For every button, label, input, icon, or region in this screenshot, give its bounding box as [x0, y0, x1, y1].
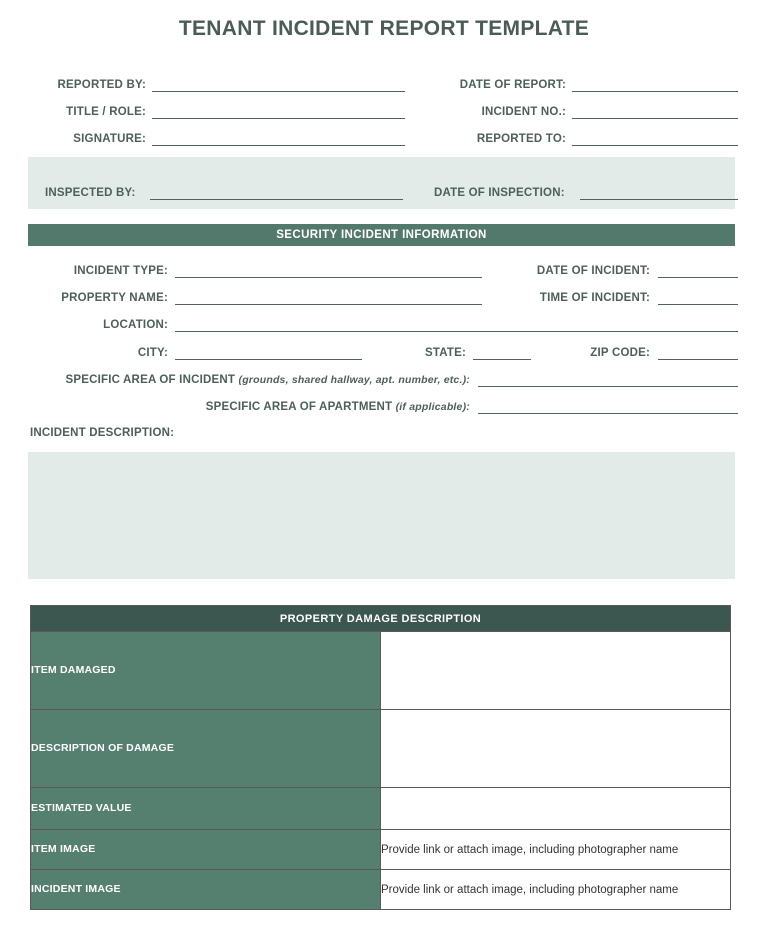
row-value-item-damaged[interactable]: [381, 632, 731, 710]
table-row: [31, 632, 731, 710]
field-incident-type[interactable]: [30, 258, 482, 278]
field-date-of-incident[interactable]: [510, 258, 738, 278]
field-incident-no-input[interactable]: [572, 105, 738, 119]
field-zip-code[interactable]: [570, 340, 738, 360]
row-label-item-damaged: ITEM DAMAGED: [31, 632, 381, 710]
field-time-of-incident[interactable]: [510, 285, 738, 305]
field-specific-area-of-apartment-label-note: (if applicable): [395, 401, 467, 413]
field-location-label: LOCATION:: [103, 319, 168, 331]
field-city-label: CITY:: [137, 347, 168, 359]
field-specific-area-of-incident-label: [30, 374, 470, 387]
page-title: TENANT INCIDENT REPORT TEMPLATE: [178, 17, 590, 40]
field-zip-code-input[interactable]: [658, 346, 738, 360]
row-label-estimated-value: ESTIMATED VALUE: [31, 788, 381, 830]
field-time-of-incident-label: TIME OF INCIDENT:: [539, 292, 650, 304]
row-value-item-image[interactable]: Provide link or attach image, including photographer name: [381, 830, 731, 870]
row-label-incident-image: INCIDENT IMAGE: [31, 870, 381, 910]
field-city-input[interactable]: [175, 346, 362, 360]
field-location[interactable]: [30, 312, 738, 332]
table-header-row: [31, 606, 731, 632]
property-damage-header: PROPERTY DAMAGE DESCRIPTION: [31, 606, 731, 632]
field-specific-area-of-incident-label-main: SPECIFIC AREA OF INCIDENT: [65, 374, 236, 386]
field-date-of-report-label: DATE OF REPORT:: [459, 79, 566, 91]
row-label-description-of-damage: DESCRIPTION OF DAMAGE: [31, 710, 381, 788]
incident-description-label: INCIDENT DESCRIPTION:: [30, 427, 175, 439]
field-incident-no[interactable]: [435, 99, 738, 119]
field-property-name-label: PROPERTY NAME:: [61, 292, 168, 304]
field-zip-code-label: ZIP CODE:: [590, 347, 650, 359]
field-date-of-incident-input[interactable]: [658, 264, 738, 278]
field-specific-area-of-apartment-input[interactable]: [478, 400, 738, 414]
incident-description-textarea[interactable]: [28, 452, 735, 579]
field-inspected-by-label: INSPECTED BY:: [45, 187, 136, 199]
row-value-description-of-damage[interactable]: [381, 710, 731, 788]
field-specific-area-of-apartment-label-colon: :: [466, 401, 470, 413]
field-signature[interactable]: [30, 126, 405, 146]
field-specific-area-of-incident[interactable]: [30, 367, 738, 387]
table-row: [31, 710, 731, 788]
field-incident-type-label: INCIDENT TYPE:: [73, 265, 168, 277]
field-reported-to-label: REPORTED TO:: [476, 133, 566, 145]
field-date-of-report[interactable]: [435, 72, 738, 92]
field-incident-no-label: INCIDENT NO.:: [481, 106, 566, 118]
table-row: [31, 870, 731, 910]
table-row: [31, 788, 731, 830]
row-value-estimated-value[interactable]: [381, 788, 731, 830]
row-label-item-image: ITEM IMAGE: [31, 830, 381, 870]
field-state-input[interactable]: [473, 346, 531, 360]
field-date-of-report-input[interactable]: [572, 78, 738, 92]
field-state[interactable]: [418, 340, 531, 360]
field-specific-area-of-apartment[interactable]: [30, 394, 738, 414]
field-reported-by[interactable]: [30, 72, 405, 92]
field-property-name[interactable]: [30, 285, 482, 305]
field-reported-by-label: REPORTED BY:: [57, 79, 146, 91]
field-signature-label: SIGNATURE:: [73, 133, 146, 145]
field-specific-area-of-incident-input[interactable]: [478, 373, 738, 387]
field-time-of-incident-input[interactable]: [658, 291, 738, 305]
field-inspected-by[interactable]: [45, 180, 405, 200]
field-date-of-inspection-input[interactable]: [580, 186, 738, 200]
field-title-role-label: TITLE / ROLE:: [66, 106, 146, 118]
field-title-role[interactable]: [30, 99, 405, 119]
field-specific-area-of-apartment-label: [30, 401, 470, 414]
field-date-of-inspection-label: DATE OF INSPECTION:: [434, 187, 565, 199]
field-location-input[interactable]: [175, 318, 738, 332]
section-header-security-incident-information: SECURITY INCIDENT INFORMATION: [28, 224, 735, 246]
field-title-role-input[interactable]: [152, 105, 405, 119]
field-specific-area-of-apartment-label-main: SPECIFIC AREA OF APARTMENT: [205, 401, 393, 413]
table-row: [31, 830, 731, 870]
field-specific-area-of-incident-label-colon: :: [466, 374, 470, 386]
field-signature-input[interactable]: [152, 132, 405, 146]
field-inspected-by-input[interactable]: [150, 186, 403, 200]
field-state-label: STATE:: [424, 347, 466, 359]
field-city[interactable]: [30, 340, 362, 360]
field-reported-by-input[interactable]: [152, 78, 405, 92]
field-incident-type-input[interactable]: [175, 264, 482, 278]
property-damage-table: [30, 605, 731, 910]
field-reported-to-input[interactable]: [572, 132, 738, 146]
field-specific-area-of-incident-label-note: (grounds, shared hallway, apt. number, etc.): [238, 374, 467, 386]
row-value-incident-image[interactable]: Provide link or attach image, including photographer name: [381, 870, 731, 910]
field-property-name-input[interactable]: [175, 291, 482, 305]
field-date-of-inspection[interactable]: [434, 180, 738, 200]
field-reported-to[interactable]: [435, 126, 738, 146]
field-date-of-incident-label: DATE OF INCIDENT:: [536, 265, 650, 277]
